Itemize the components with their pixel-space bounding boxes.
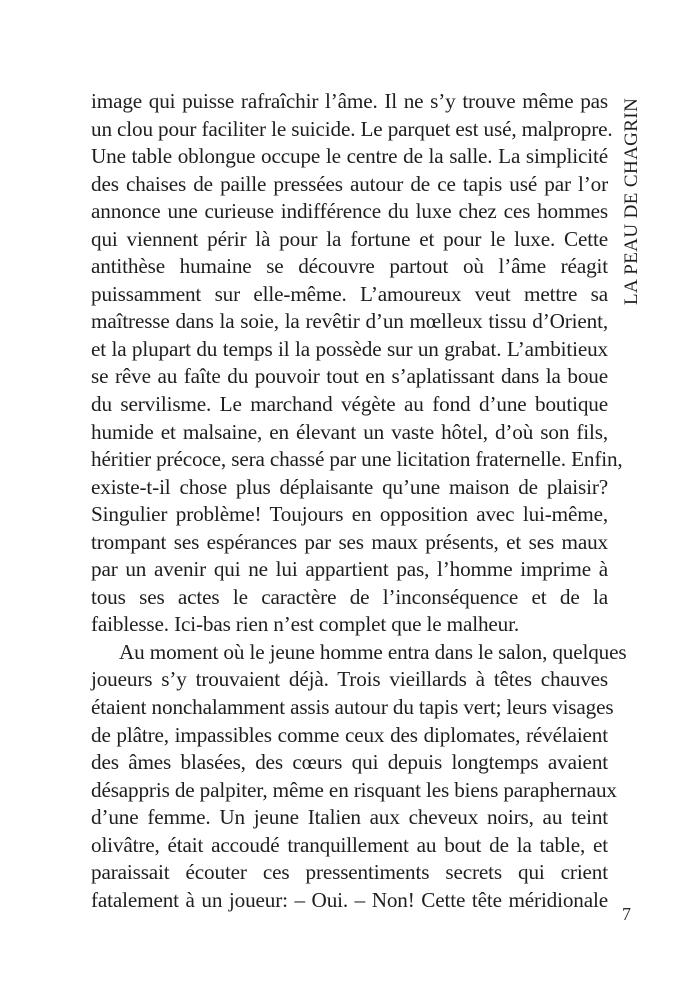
text-line: fatalement à un joueur: – Oui. – Non! Cette tête méridionale bbox=[91, 887, 608, 912]
text-line: maîtresse dans la soie, la revêtir d’un mœlleux tissu d’Orient, bbox=[91, 309, 608, 334]
page-number: 7 bbox=[622, 904, 631, 924]
text-line: du servilisme. Le marchand végète au fond d’une boutique bbox=[91, 392, 608, 417]
text-line: olivâtre, était accoudé tranquillement au bout de la table, et bbox=[91, 832, 608, 857]
text-line: Une table oblongue occupe le centre de la salle. La simplicité bbox=[91, 144, 608, 169]
text-line: d’une femme. Un jeune Italien aux cheveux noirs, au teint bbox=[91, 805, 608, 830]
text-line: puissamment sur elle-même. L’amoureux veut mettre sa bbox=[91, 281, 608, 306]
text-line: des âmes blasées, des cœurs qui depuis longtemps avaient bbox=[91, 750, 608, 775]
text-line: existe-t-il chose plus déplaisante qu’une maison de plaisir? bbox=[91, 474, 608, 499]
text-line: joueurs s’y trouvaient déjà. Trois vieillards à têtes chauves bbox=[91, 667, 608, 692]
body-text bbox=[91, 88, 627, 914]
text-line: humide et malsaine, en élevant un vaste hôtel, d’où son fils, bbox=[91, 419, 608, 444]
text-line: de plâtre, impassibles comme ceux des diplomates, révélaient bbox=[91, 722, 608, 747]
text-line: et la plupart du temps il la possède sur un grabat. L’ambitieux bbox=[91, 336, 608, 361]
text-line: par un avenir qui ne lui appartient pas, l’homme imprime à bbox=[91, 557, 608, 582]
text-line: Singulier problème! Toujours en opposition avec lui-même, bbox=[91, 502, 608, 527]
running-title: LA PEAU DE CHAGRIN bbox=[621, 97, 642, 305]
text-line: trompant ses espérances par ses maux présents, et ses maux bbox=[91, 529, 608, 554]
paragraph-start-line: Au moment où le jeune homme entra dans le salon, quelques bbox=[119, 639, 627, 664]
paragraph-end-line: faiblesse. Ici-bas rien n’est complet que le malheur. bbox=[91, 612, 519, 637]
text-line: des chaises de paille pressées autour de ce tapis usé par l’or bbox=[91, 171, 608, 196]
text-line: qui viennent périr là pour la fortune et pour le luxe. Cette bbox=[91, 226, 608, 251]
text-line: désappris de palpiter, même en risquant les biens paraphernaux bbox=[91, 777, 617, 802]
text-line: étaient nonchalamment assis autour du tapis vert; leurs visages bbox=[91, 695, 614, 720]
text-line: se rêve au faîte du pouvoir tout en s’aplatissant dans la boue bbox=[91, 364, 608, 389]
text-line: paraissait écouter ces pressentiments secrets qui crient bbox=[91, 860, 608, 885]
text-line: tous ses actes le caractère de l’inconséquence et de la bbox=[91, 584, 608, 609]
text-line: annonce une curieuse indifférence du luxe chez ces hommes bbox=[91, 199, 608, 224]
text-line: antithèse humaine se découvre partout où l’âme réagit bbox=[91, 254, 608, 279]
text-line: héritier précoce, sera chassé par une licitation fraternelle. Enfin, bbox=[91, 447, 623, 472]
text-line: un clou pour faciliter le suicide. Le parquet est usé, malpropre. bbox=[91, 116, 613, 141]
text-line: image qui puisse rafraîchir l’âme. Il ne s’y trouve même pas bbox=[91, 89, 608, 113]
